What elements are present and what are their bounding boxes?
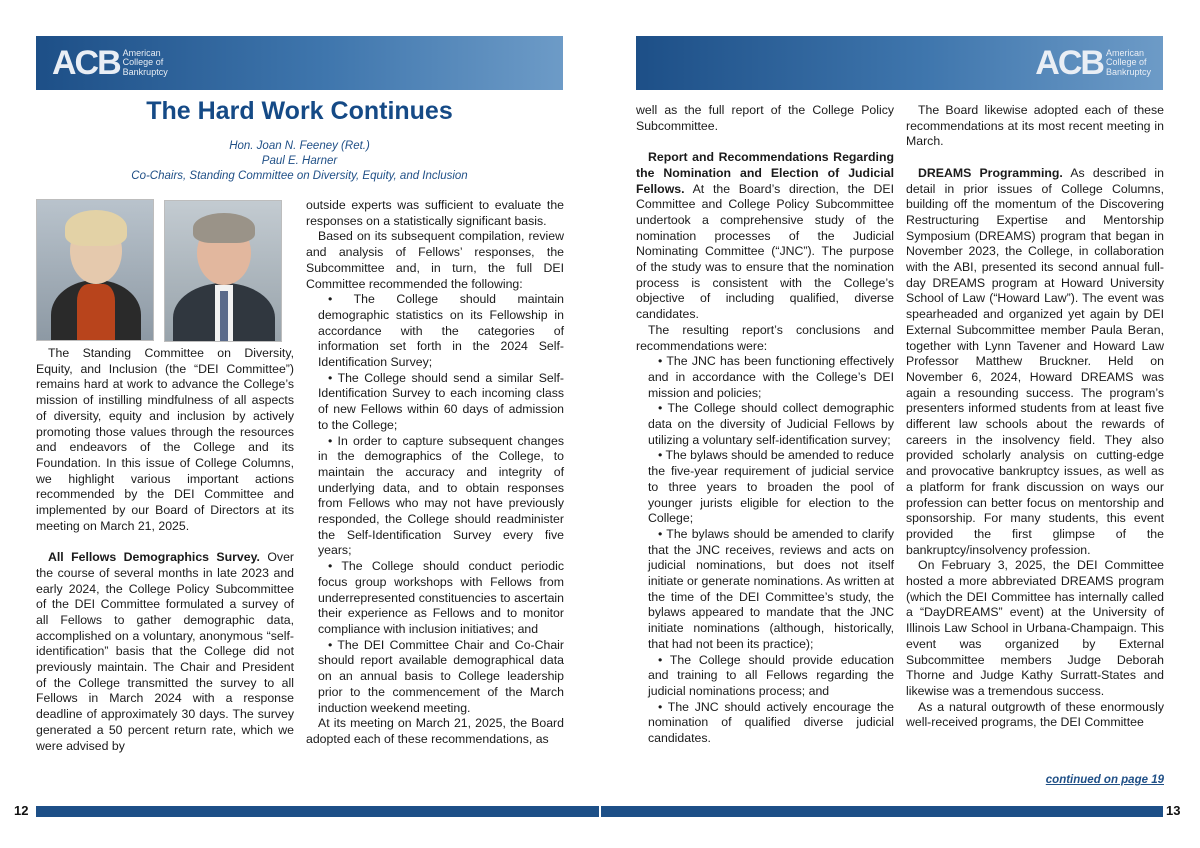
survey-paragraph: All Fellows Demographics Survey. Over the course of several months in late 2023 and early 2024, the College Policy Subcommittee of the DEI Committee formulated a survey of all Fellows to gather demographic data, accomplished on a voluntary, anonymous “self-identification” basis that the College did not previously maintain. The Chair and President of the College transmitted the survey to all Fellows in March 2024 with a response deadline of approximately 30 days. The survey generated a 50 percent return rate, which we were advised by [36,550,294,753]
paragraph: At its meeting on March 21, 2025, the Board adopted each of these recommendations, as [306,716,564,746]
bullet-item: • The College should send a similar Self-Identification Survey to each incoming class of new Fellows within 60 days of admission to the College; [318,370,564,432]
column-2 [306,198,564,748]
page-number-left: 12 [14,803,29,818]
right-header-banner [636,36,1163,90]
logo-wordmark: American College of Bankruptcy [1105,47,1151,77]
acb-logo [1035,46,1151,80]
author-2: Paul E. Harner [261,155,338,167]
paragraph: As a natural outgrowth of these enormously well-received programs, the DEI Committee [906,699,1164,730]
paragraph: On February 3, 2025, the DEI Committee hosted a more abbreviated DREAMS program (which the DEI Committee has internally called a “DayDREAMS” event) at the University of Illinois Law School in Urbana-Champaign. This event was organized by External Subcommittee members Judge Deborah Thorne and Judge Kathy Surratt-States and likewise was a tremendous success. [906,558,1164,698]
bullet-item: • The College should conduct periodic focus group workshops with Fellows from underrepresented constituencies to ascertain their experience as Fellows and to monitor compliance with inclusion initiatives; and [318,559,564,636]
bullet-item: • The JNC has been functioning effectively and in accordance with the College’s DEI mission and policies; [648,354,894,400]
author-byline [36,139,563,184]
paragraph: The Board likewise adopted each of these recommendations at its most recent meeting in March. [906,103,1164,149]
continued-link[interactable]: continued on page 19 [1045,774,1164,786]
page-number-right: 13 [1166,803,1181,818]
acb-logo [52,46,168,80]
paragraph: well as the full report of the College Policy Subcommittee. [636,103,894,133]
jnc-heading: Report and Recommendations Regarding the Nomination and Election of Judicial Fellows. [636,150,894,196]
intro-paragraph: The Standing Committee on Diversity, Equity, and Inclusion (the “DEI Committee”) remains hard at work to advance the College’s mission of instilling mindfulness of all aspects of diversity, equity and inclusion by actively promoting those values through the resources and endeavors of the College and its Foundation. In this issue of College Columns, we highlight various important actions recommended by the DEI Committee and implemented by our Board of Directors at its meeting on March 21, 2025. [36,346,294,533]
logo-wordmark: American College of Bankruptcy [122,47,168,77]
bullet-item: • The College should provide education and training to all Fellows regarding the judicial nominations process; and [648,652,894,698]
left-footer-bar [36,806,599,817]
jnc-paragraph: Report and Recommendations Regarding the Nomination and Election of Judicial Fellows. At the Board’s direction, the DEI Committee and College Policy Subcommittee undertook a comprehensive study of the nomination processes of the Judicial Nominating Committee (“JNC”). The purpose of the study was to ensure that the nomination process is consistent with the College’s objective of including qualified, diverse candidates. [636,150,894,322]
column-1 [36,198,294,754]
author-photo-man [164,200,282,342]
bullet-item: • The DEI Committee Chair and Co-Chair should report available demographical data on an annual basis to College leadership prior to the commencement of the March induction weekend meeting. [318,637,564,715]
column-4 [906,103,1164,731]
bullet-item: • The bylaws should be amended to reduce the five-year requirement of judicial service to three years to broaden the pool of younger jurists eligible for election to the College; [648,448,894,526]
author-1: Hon. Joan N. Feeney (Ret.) [229,140,370,152]
bullet-item: • The JNC should actively encourage the nomination of qualified diverse judicial candidates. [648,699,894,746]
logo-mark: ACB [1035,44,1103,82]
paragraph: Based on its subsequent compilation, review and analysis of Fellows’ responses, the Subcommittee and, in turn, the full DEI Committee recommended the following: [306,229,564,291]
bullet-item: • The College should collect demographic data on the diversity of Judicial Fellows by utilizing a voluntary self-identification survey; [648,401,894,447]
logo-mark: ACB [52,44,120,82]
bullet-item: • The bylaws should be amended to clarify that the JNC receives, reviews and acts on judicial nominations, but does not itself initiate or generate nominations. As written at the time of the DEI Committee’s study, the bylaws appeared to mandate that the JNC initiate nominations (although, historically, that had not been its practice); [648,526,894,651]
paragraph: The resulting report’s conclusions and recommendations were: [636,322,894,353]
column-3 [636,103,894,747]
bullet-item: • The College should maintain demographic statistics on its Fellowship in accordance with the categories of information set forth in the 2024 Self-Identification Survey; [318,292,564,370]
dreams-heading: DREAMS Programming. [918,165,1063,180]
author-role: Co-Chairs, Standing Committee on Diversity, Equity, and Inclusion [131,170,468,182]
left-header-banner [36,36,563,90]
article-title: The Hard Work Continues [146,97,453,125]
paragraph: outside experts was sufficient to evaluate the responses on a statistically significant basis. [306,198,564,228]
author-photo-woman [36,199,154,341]
right-footer-bar [601,806,1163,817]
dreams-paragraph: DREAMS Programming. As described in detail in prior issues of College Columns, building off the momentum of the Discovering Restructuring Expertise and Mentorship Symposium (DREAMS) program that began in November 2023, the College, in collaboration with the ABI, presented its second annual full-day DREAMS program at Howard University School of Law (“Howard Law”). The event was spearheaded and organized yet again by DEI External Subcommittee member Paula Beran, together with Lynn Tavener and Howard Law Professor Matthew Bruckner. Held on November 6, 2024, Howard DREAMS was again a resounding success. The program’s presenters informed students from at least five different law schools about the rewards of careers in the insolvency field. They also provided scholarly analysis on cutting-edge and provocative bankruptcy issues, as well as a platform for frank discussion on ways our profession can better focus on mentorship and sponsorship. For many students, this event provided the first glimpse of the bankruptcy/insolvency profession. [906,165,1164,557]
bullet-item: • In order to capture subsequent changes in the demographics of the College, to maintain the accuracy and integrity of underlying data, and to obtain responses from Fellows who may not have previously responded, the College should readminister the Self-Identification Survey every five years; [318,433,564,558]
survey-heading: All Fellows Demographics Survey. [48,550,260,565]
